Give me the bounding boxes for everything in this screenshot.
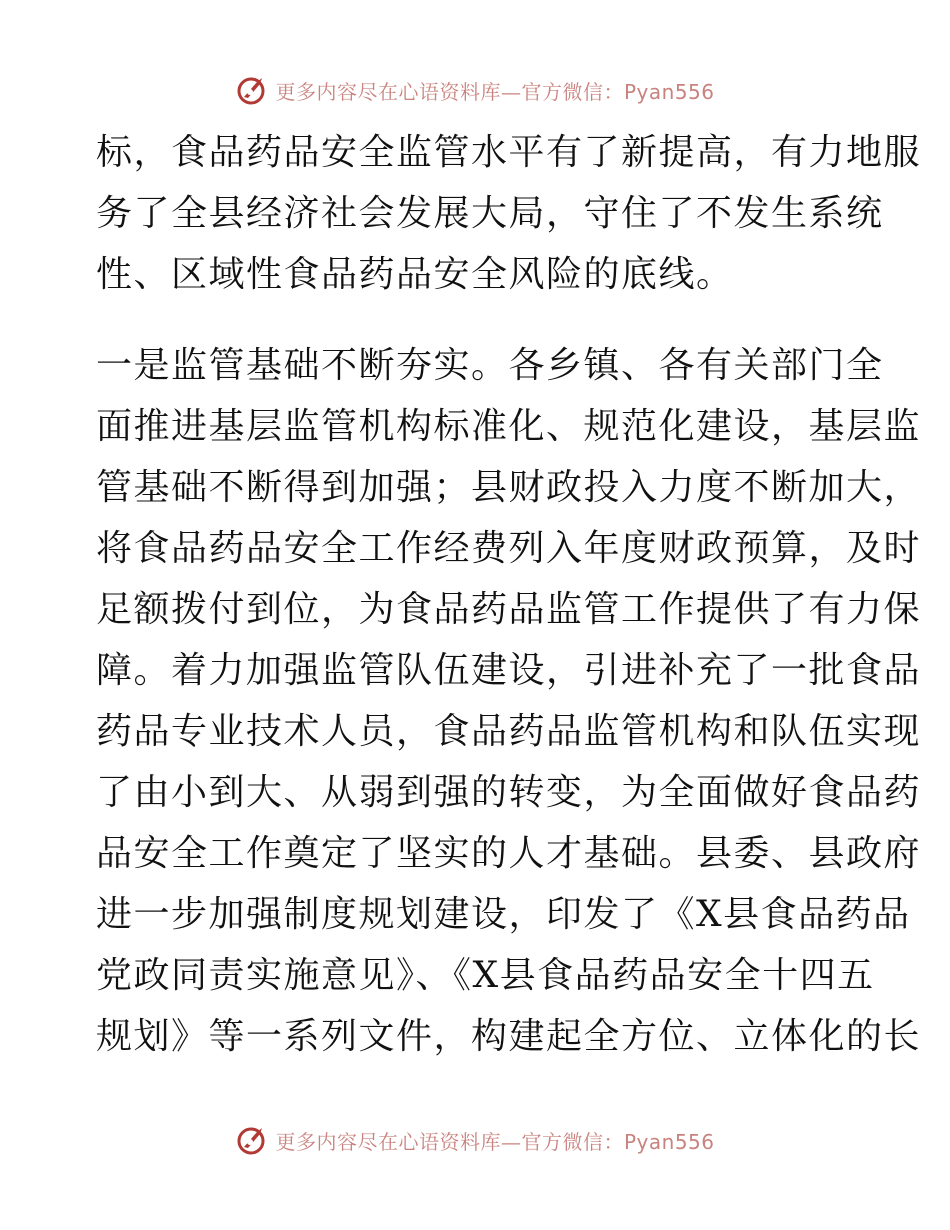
text-line: 面推进基层监管机构标准化、规范化建设，基层监 xyxy=(96,406,922,447)
text-line: 一是监管基础不断夯实。各乡镇、各有关部门全 xyxy=(96,345,884,386)
text-line: 障。着力加强监管队伍建设，引进补充了一批食品 xyxy=(96,650,922,691)
text-line: 党政同责实施意见》、《X县食品药品安全十四五 xyxy=(96,955,875,996)
text-line: 性、区域性食品药品安全风险的底线。 xyxy=(96,254,734,295)
document-body xyxy=(96,122,922,1067)
footer-watermark xyxy=(0,1120,950,1160)
brush-logo-icon xyxy=(235,73,269,107)
paragraph-gap xyxy=(96,305,856,335)
header-watermark xyxy=(0,70,950,110)
text-line: 规划》等一系列文件，构建起全方位、立体化的长 xyxy=(96,1016,922,1057)
watermark-text: 更多内容尽在心语资料库—官方微信：Pyan556 xyxy=(275,79,715,104)
text-line: 品安全工作奠定了坚实的人才基础。县委、县政府 xyxy=(96,833,922,874)
text-line: 了由小到大、从弱到强的转变，为全面做好食品药 xyxy=(96,772,922,813)
text-line: 将食品药品安全工作经费列入年度财政预算，及时 xyxy=(96,528,922,569)
paragraph xyxy=(96,122,922,305)
watermark-text: 更多内容尽在心语资料库—官方微信：Pyan556 xyxy=(275,1129,715,1154)
text-line: 务了全县经济社会发展大局，守住了不发生系统 xyxy=(96,193,884,234)
paragraph xyxy=(96,335,922,1067)
text-line: 足额拨付到位，为食品药品监管工作提供了有力保 xyxy=(96,589,922,630)
text-line: 药品专业技术人员，食品药品监管机构和队伍实现 xyxy=(96,711,922,752)
brush-logo-icon xyxy=(235,1123,269,1157)
text-line: 进一步加强制度规划建设，印发了《X县食品药品 xyxy=(96,894,911,935)
text-line: 标，食品药品安全监管水平有了新提高，有力地服 xyxy=(96,132,922,173)
text-line: 管基础不断得到加强；县财政投入力度不断加大， xyxy=(96,467,922,508)
